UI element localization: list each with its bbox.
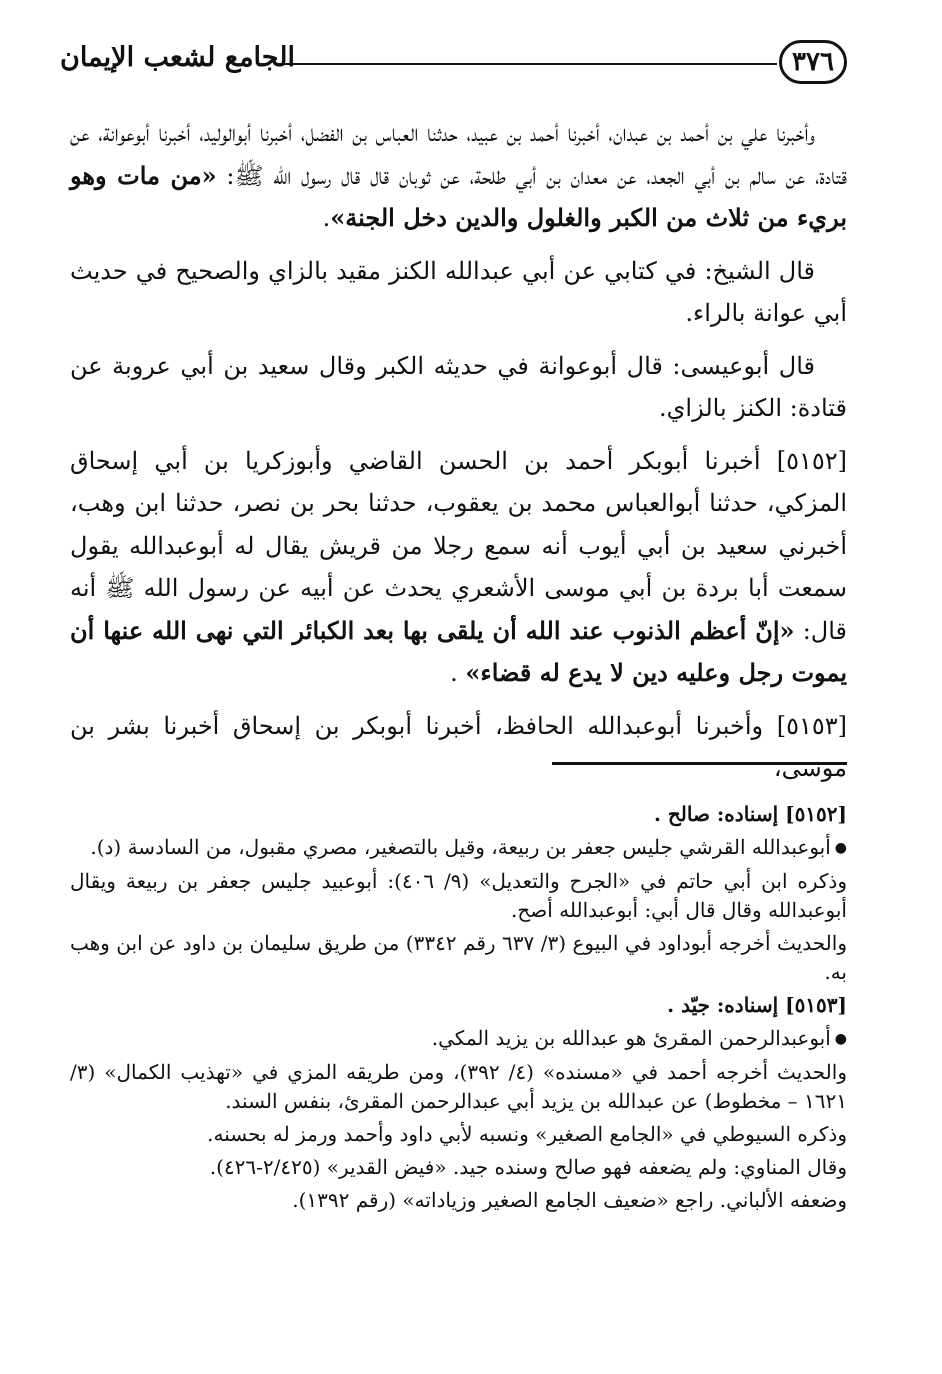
p5-text: وأخبرنا أبوعبدالله الحافظ، أخبرنا أبوبكر بن إسحاق أخبرنا بشر بن موسى، [70, 711, 847, 782]
footnote-5152-heading: [٥١٥٢] إسناده: صالح . [653, 802, 847, 826]
main-text [70, 112, 847, 800]
paragraph-5 [70, 705, 847, 790]
footnote-5153-line-5: وضعفه الألباني. راجع «ضعيف الجامع الصغير وزياداته» (رقم ١٣٩٢). [292, 1188, 847, 1212]
footnote-5153-line-1: ●أبوعبدالرحمن المقرئ هو عبدالله بن يزيد المكي. [431, 1026, 847, 1050]
footnote-5152-line-2: وذكره ابن أبي حاتم في «الجرح والتعديل» (٩/ ٤٠٦): أبوعبيد جليس جعفر بن ربيعة ويقال أبوعبدالله وقال قال أبي: أبوعبدالله أصح. [70, 869, 847, 922]
p1-hadith-quote: «من مات وهو بريء من ثلاث من الكبر والغلول والدين دخل الجنة» [70, 160, 847, 232]
hadith-number-5152: [٥١٥٢] [776, 446, 847, 475]
footnote-5152-line-3: والحديث أخرجه أبوداود في البيوع (٣/ ٦٣٧ رقم ٣٣٤٢) من طريق سليمان بن داود عن ابن وهب به. [70, 931, 847, 984]
paragraph-2: قال الشيخ: في كتابي عن أبي عبدالله الكنز مقيد بالزاي والصحيح في حديث أبي عوانة بالراء. [70, 256, 847, 327]
footnotes [70, 800, 847, 1219]
bullet-icon: ● [834, 1031, 847, 1047]
footnote-5153-line-4: وقال المناوي: ولم يضعفه فهو صالح وسنده جيد. «فيض القدير» (٢/٤٢٥-٤٢٦). [209, 1155, 847, 1179]
hadith-number-5153: [٥١٥٣] [776, 711, 847, 740]
p4-hadith-quote: «إنّ أعظم الذنوب عند الله أن يلقى بها بعد الكبائر التي نهى الله عنها أن يموت رجل وعليه دين لا يدع له قضاء» [70, 615, 847, 687]
p4-text: أخبرنا أبوبكر أحمد بن الحسن القاضي وأبوزكريا بن أبي إسحاق المزكي، حدثنا أبوالعباس محمد بن يعقوب، حدثنا بحر بن نصر، حدثنا ابن وهب، أخبرني سعيد بن أبي أيوب أنه سمع رجلا من قريش يقال له أبوعبدالله يقول سمعت أبا بردة بن أبي موسى الأشعري يحدث عن أبيه عن رسول الله ﷺ أنه قال: [70, 446, 848, 645]
footnote-5153-line-2: والحديث أخرجه أحمد في «مسنده» (٤/ ٣٩٢)، ومن طريقه المزي في «تهذيب الكمال» (٣/ ١٦٢١ – مخطوط) عن عبدالله بن يزيد أبي عبدالرحمن المقرئ، بنفس السند. [70, 1060, 847, 1113]
footnote-5153-line-3: وذكره السيوطي في «الجامع الصغير» ونسبه لأبي داود وأحمد ورمز له بحسنه. [207, 1122, 847, 1146]
header-rule [282, 63, 777, 65]
paragraph-3: قال أبوعيسى: قال أبوعوانة في حديثه الكبر وقال سعيد بن أبي عروبة عن قتادة: الكنز بالزاي. [70, 351, 847, 422]
footnote-5152-line-1: ●أبوعبدالله القرشي جليس جعفر بن ربيعة، وقيل بالتصغير، مصري مقبول، من السادسة (د). [90, 835, 847, 859]
p4-end: . [450, 659, 466, 687]
page-number: ٣٧٦ [779, 40, 847, 84]
paragraph-1 [70, 112, 847, 240]
paragraph-4 [70, 440, 847, 695]
p1-end: . [322, 204, 331, 232]
bullet-icon: ● [834, 840, 847, 856]
page-header [60, 38, 847, 92]
running-title: الجامع لشعب الإيمان [60, 42, 295, 73]
footnote-5153-heading: [٥١٥٣] إسناده: جيّد . [667, 993, 847, 1017]
footnote-divider [552, 762, 847, 765]
p1-text: وأخبرنا علي بن أحمد بن عبدان، أخبرنا أحمد بن عبيد، حدثنا العباس بن الفضل، أخبرنا أبوالوليد، أخبرنا أبوعوانة، عن قتادة، عن سالم بن أبي الجعد، عن معدان بن أبي طلحة، عن ثوبان قال قال رسول الله ﷺ: [70, 119, 847, 190]
